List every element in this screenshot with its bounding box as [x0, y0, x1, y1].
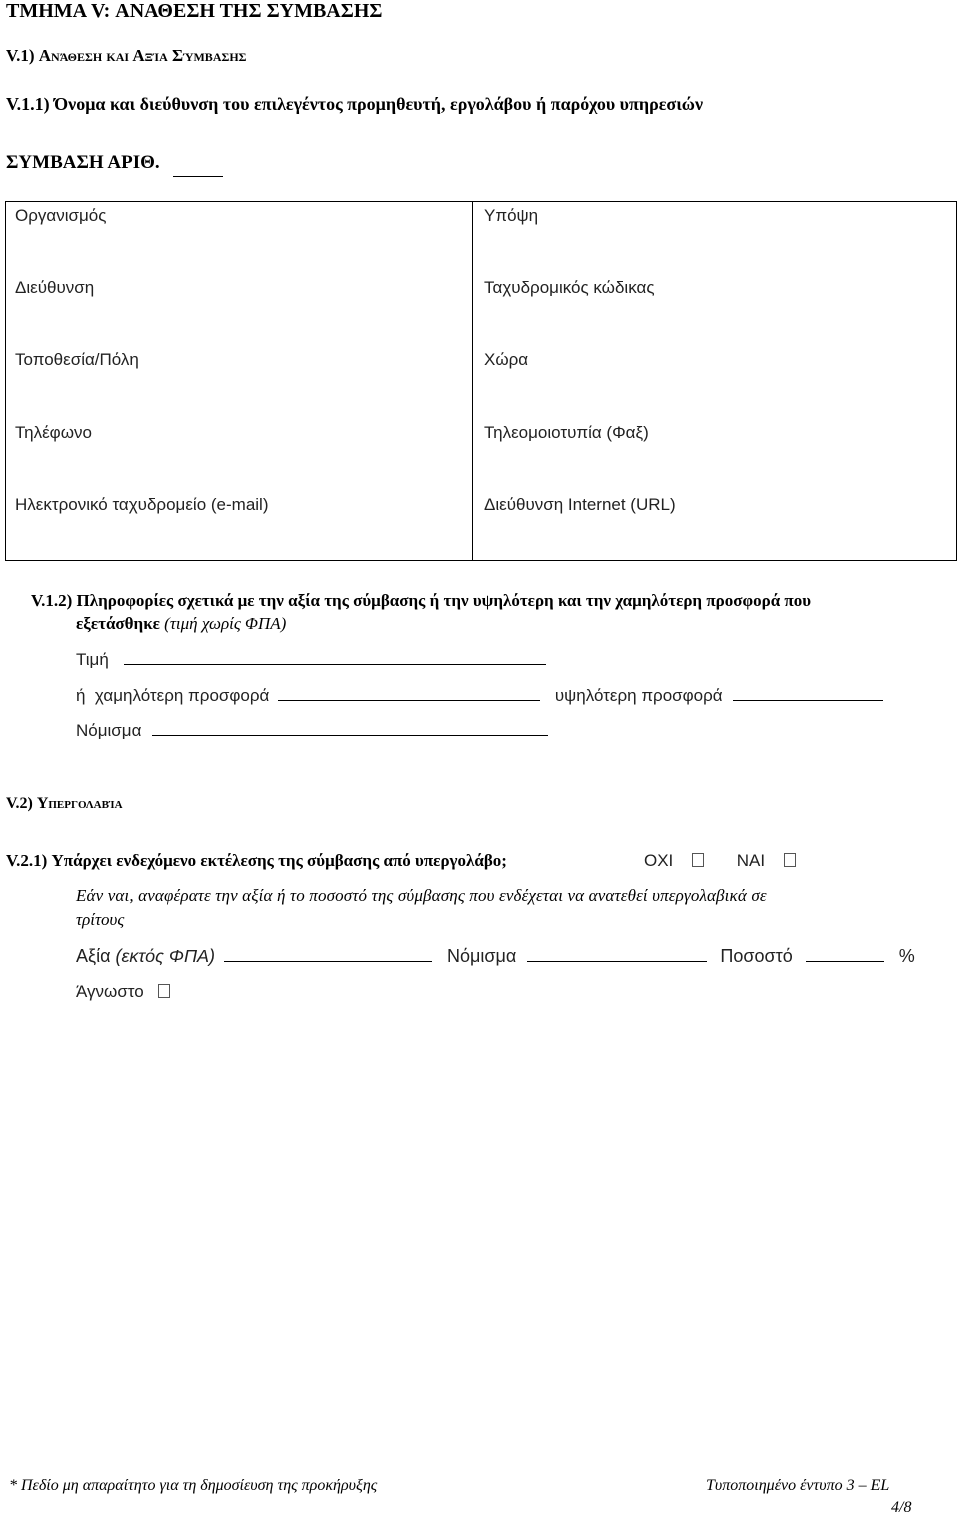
postal-code-label[interactable]: Ταχυδρομικός κώδικας — [484, 278, 655, 297]
heading-v11: V.1.1) Όνομα και διεύθυνση του επιλεγέντος προμηθευτή, εργολάβου ή παρόχου υπηρεσιών — [6, 94, 703, 114]
subcontract-instruction-1: Εάν ναι, αναφέρατε την αξία ή το ποσοστό της σύμβασης που ενδέχεται να ανατεθεί υπεργολαβικά σε — [76, 886, 767, 905]
telephone-label[interactable]: Τηλέφωνο — [15, 423, 92, 442]
no-checkbox[interactable] — [692, 853, 704, 867]
attention-label[interactable]: Υπόψη — [484, 206, 539, 225]
unknown-checkbox[interactable] — [158, 984, 170, 998]
yes-checkbox[interactable] — [784, 853, 796, 867]
currency-label: Νόμισμα — [76, 721, 142, 740]
subcontract-currency-label: Νόμισμα — [447, 946, 517, 966]
highest-offer-field[interactable] — [733, 699, 883, 701]
heading-v12-note: (τιμή χωρίς ΦΠΑ) — [164, 614, 287, 633]
heading-v21: V.2.1) Υπάρχει ενδεχόμενο εκτέλεσης της σύμβασης από υπεργολάβο; — [6, 851, 507, 870]
heading-v1: V.1) Ανάθεση και Αξία Σύμβασης — [6, 46, 247, 65]
section-title: ΤΜΗΜΑ V: ΑΝΑΘΕΣΗ ΤΗΣ ΣΥΜΒΑΣΗΣ — [6, 0, 383, 22]
no-label: ΟΧΙ — [644, 851, 674, 870]
contract-number-field[interactable] — [173, 176, 223, 177]
unknown-row — [76, 982, 170, 1002]
footer-form-id: Τυποποιημένο έντυπο 3 – EL — [706, 1477, 890, 1494]
yes-label: ΝΑΙ — [736, 851, 766, 870]
lowest-highest-row — [76, 686, 883, 706]
currency-field[interactable] — [152, 734, 548, 736]
address-label[interactable]: Διεύθυνση — [15, 278, 95, 297]
contact-table — [5, 201, 957, 561]
subcontract-instruction-2: τρίτους — [76, 910, 125, 929]
value-label: Αξία — [76, 946, 111, 966]
heading-v12-cont-text: εξετάσθηκε — [76, 614, 160, 633]
table-divider — [472, 202, 473, 560]
email-label[interactable]: Ηλεκτρονικό ταχυδρομείο (e-mail) — [15, 495, 269, 514]
percent-field[interactable] — [806, 960, 884, 962]
lowest-offer-label: ή χαμηλότερη προσφορά — [76, 686, 270, 705]
price-field[interactable] — [124, 663, 546, 665]
organisation-label[interactable]: Οργανισμός — [15, 206, 107, 225]
town-label[interactable]: Τοποθεσία/Πόλη — [15, 350, 139, 369]
subcontract-options — [644, 851, 796, 871]
fax-label[interactable]: Τηλεομοιοτυπία (Φαξ) — [484, 423, 649, 442]
subcontract-value-field[interactable] — [224, 960, 432, 962]
country-label[interactable]: Χώρα — [484, 350, 529, 369]
page-number: 4/8 — [891, 1499, 912, 1516]
price-label: Τιμή — [76, 650, 109, 669]
percent-label: Ποσοστό — [720, 946, 793, 966]
heading-v12: V.1.2) Πληροφορίες σχετικά με την αξία της σύμβασης ή την υψηλότερη και την χαμηλότερη προσφορά που — [31, 591, 812, 610]
contract-number-label: ΣΥΜΒΑΣΗ ΑΡΙΘ. — [6, 152, 160, 173]
heading-v2: V.2) Υπεργολαβία — [6, 795, 123, 812]
price-row — [76, 650, 546, 670]
value-note: (εκτός ΦΠΑ) — [115, 946, 216, 966]
subcontract-value-row — [76, 946, 915, 967]
currency-row — [76, 721, 548, 741]
highest-offer-label: υψηλότερη προσφορά — [554, 686, 723, 705]
footer-note: * Πεδίο μη απαραίτητο για τη δημοσίευση της προκήρυξης — [9, 1477, 378, 1494]
percent-sign: % — [898, 946, 915, 966]
heading-v12-continuation — [76, 614, 286, 634]
unknown-label: Άγνωστο — [76, 982, 144, 1001]
lowest-offer-field[interactable] — [278, 699, 540, 701]
subcontract-currency-field[interactable] — [527, 960, 707, 962]
internet-label[interactable]: Διεύθυνση Internet (URL) — [484, 495, 676, 514]
